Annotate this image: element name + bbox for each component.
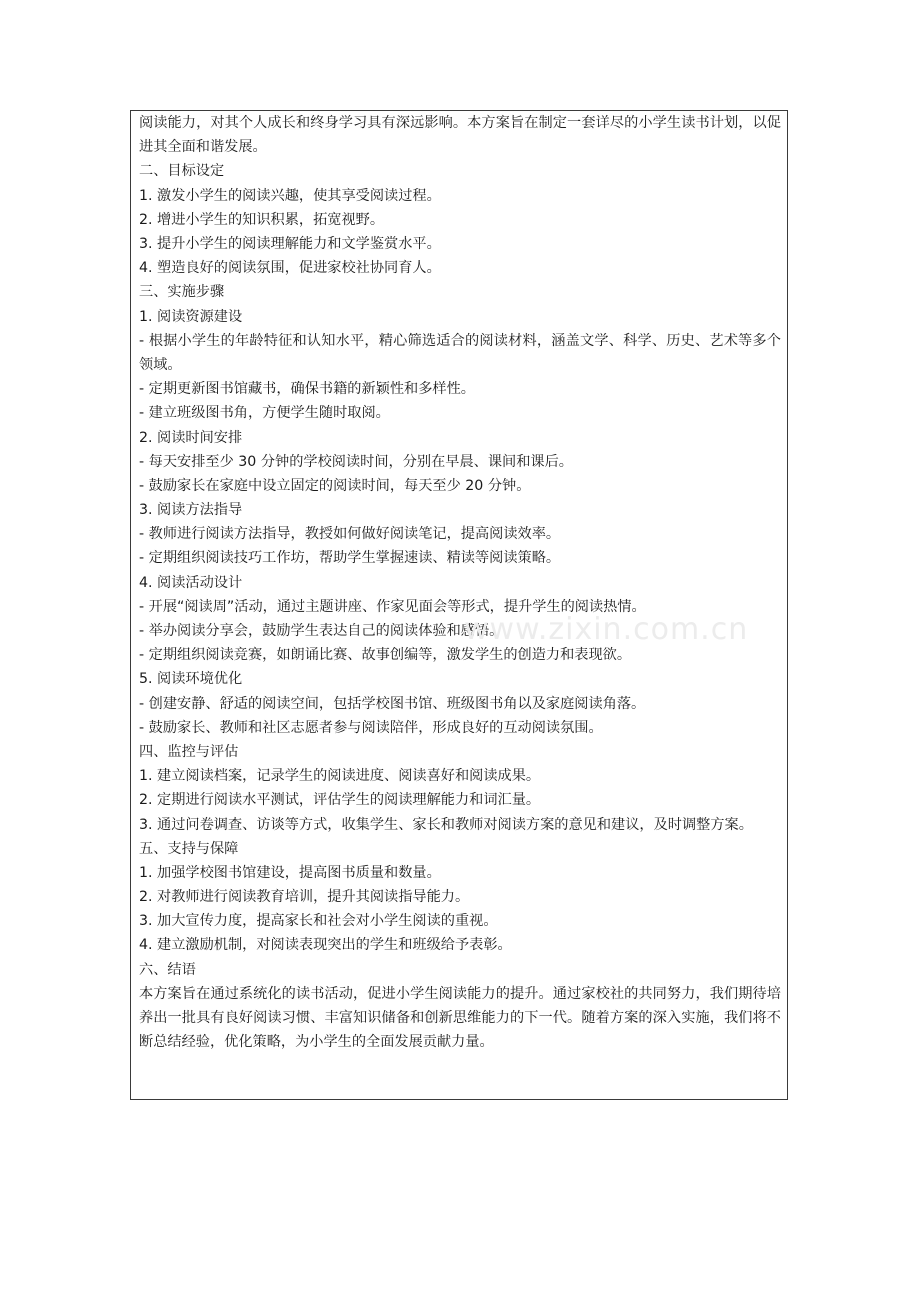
section-heading-steps: 三、实施步骤 (139, 284, 225, 301)
step-point: - 举办阅读分享会，鼓励学生表达自己的阅读体验和感悟。 (139, 623, 504, 639)
step-point: - 每天安排至少 30 分钟的学校阅读时间，分别在早晨、课间和课后。 (139, 453, 573, 470)
section-heading-conclusion: 六、结语 (139, 961, 196, 978)
goal-item: 3. 提升小学生的阅读理解能力和文学鉴赏水平。 (139, 235, 441, 252)
conclusion-paragraph: 本方案旨在通过系统化的读书活动，促进小学生阅读能力的提升。通过家校社的共同努力，我们期待培养出一批具有良好阅读习惯、丰富知识储备和创新思维能力的下一代。随着方案的深入实施，我们将不断总结经验，优化策略，为小学生的全面发展贡献力量。 (139, 985, 781, 1051)
monitoring-item: 1. 建立阅读档案，记录学生的阅读进度、阅读喜好和阅读成果。 (139, 768, 541, 785)
watermark: www.zixin.com.cn (464, 612, 749, 647)
step-point: - 定期更新图书馆藏书，确保书籍的新颖性和多样性。 (139, 381, 475, 398)
step-point: - 开展“阅读周”活动，通过主题讲座、作家见面会等形式，提升学生的阅读热情。 (139, 598, 646, 615)
goal-item: 4. 塑造良好的阅读氛围，促进家校社协同育人。 (139, 260, 441, 277)
step-title: 5. 阅读环境优化 (139, 671, 243, 688)
monitoring-item: 2. 定期进行阅读水平测试，评估学生的阅读理解能力和词汇量。 (139, 792, 541, 809)
goal-item: 1. 激发小学生的阅读兴趣，使其享受阅读过程。 (139, 187, 441, 204)
step-title: 3. 阅读方法指导 (139, 502, 243, 519)
step-point: - 教师进行阅读方法指导，教授如何做好阅读笔记，提高阅读效率。 (139, 526, 561, 543)
document-body (139, 111, 781, 1054)
step-point: - 鼓励家长、教师和社区志愿者参与阅读陪伴，形成良好的互动阅读氛围。 (139, 719, 603, 736)
section-heading-support: 五、支持与保障 (139, 840, 239, 857)
support-item: 1. 加强学校图书馆建设，提高图书质量和数量。 (139, 864, 441, 881)
goal-item: 2. 增进小学生的知识积累，拓宽视野。 (139, 211, 385, 228)
step-point: - 创建安静、舒适的阅读空间，包括学校图书馆、班级图书角以及家庭阅读角落。 (139, 695, 646, 712)
step-point: - 根据小学生的年龄特征和认知水平，精心筛选适合的阅读材料，涵盖文学、科学、历史、艺术等多个领域。 (139, 332, 781, 373)
step-point: - 定期组织阅读竞赛，如朗诵比赛、故事创编等，激发学生的创造力和表现欲。 (139, 647, 632, 664)
intro-paragraph: 阅读能力，对其个人成长和终身学习具有深远影响。本方案旨在制定一套详尽的小学生读书计划，以促进其全面和谐发展。 (139, 115, 781, 156)
support-item: 2. 对教师进行阅读教育培训，提升其阅读指导能力。 (139, 889, 470, 906)
step-title: 1. 阅读资源建设 (139, 308, 243, 325)
step-point: - 鼓励家长在家庭中设立固定的阅读时间，每天至少 20 分钟。 (139, 477, 531, 494)
section-heading-goals: 二、目标设定 (139, 163, 225, 180)
support-item: 4. 建立激励机制，对阅读表现突出的学生和班级给予表彰。 (139, 937, 512, 954)
document-table-cell (130, 110, 788, 1100)
step-point: - 定期组织阅读技巧工作坊，帮助学生掌握速读、精读等阅读策略。 (139, 550, 561, 567)
step-title: 2. 阅读时间安排 (139, 429, 243, 446)
section-heading-monitoring: 四、监控与评估 (139, 743, 239, 760)
monitoring-item: 3. 通过问卷调查、访谈等方式，收集学生、家长和教师对阅读方案的意见和建议，及时调整方案。 (139, 816, 753, 833)
support-item: 3. 加大宣传力度，提高家长和社会对小学生阅读的重视。 (139, 913, 498, 930)
step-title: 4. 阅读活动设计 (139, 574, 243, 591)
step-point: - 建立班级图书角，方便学生随时取阅。 (139, 405, 390, 422)
